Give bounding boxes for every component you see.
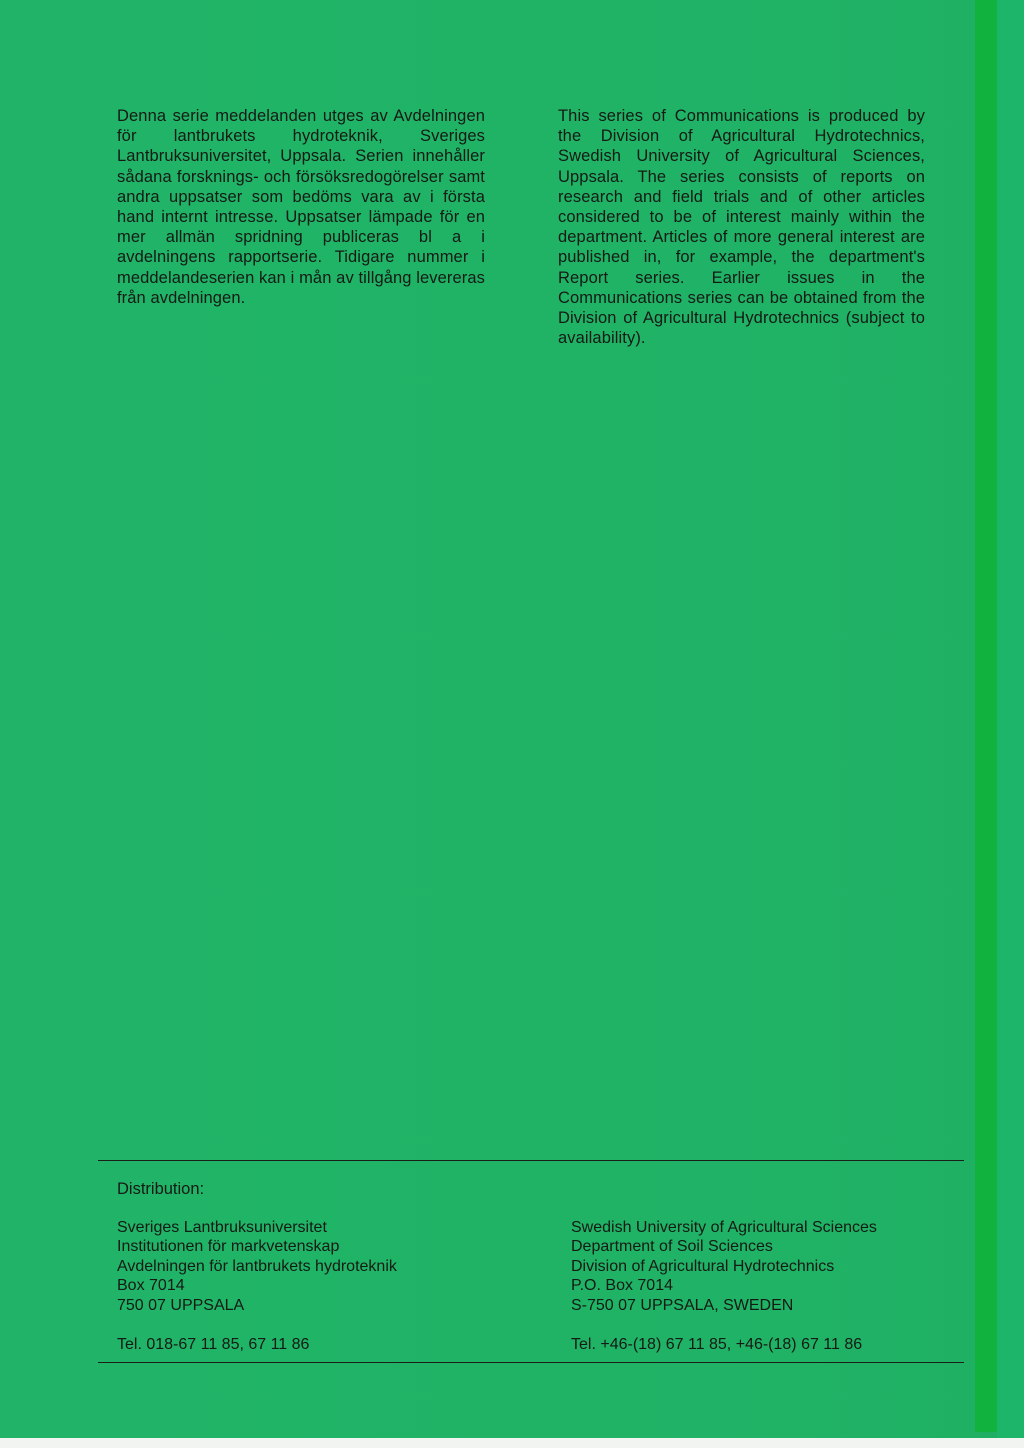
- swedish-telephone: Tel. 018-67 11 85, 67 11 86: [117, 1336, 310, 1353]
- swedish-address: [117, 1218, 397, 1315]
- english-address: [571, 1218, 877, 1315]
- address-line: Swedish University of Agricultural Sciences: [571, 1219, 877, 1236]
- scan-bottom-border: [0, 1438, 1024, 1448]
- address-line: Department of Soil Sciences: [571, 1238, 773, 1256]
- distribution-heading: Distribution:: [117, 1180, 205, 1198]
- address-line: P.O. Box 7014: [571, 1277, 673, 1295]
- intro-swedish: Denna serie meddelanden utges av Avdelningen för lantbrukets hydroteknik, Sveriges Lantbruksuniversitet, Uppsala. Serien innehåller sådana forsknings- och försöksredogörelser samt andra uppsatser som bedöms vara av i första hand internt intresse. Uppsatser lämpade för en mer allmän spridning publiceras bl a i avdelningens rapportserie. Tidigare nummer i meddelandeserien kan i mån av tillgång levereras från avdelningen.: [117, 107, 486, 307]
- address-line: Institutionen för markvetenskap: [117, 1238, 340, 1256]
- distribution-bottom-rule: [98, 1362, 964, 1363]
- address-line: Division of Agricultural Hydrotechnics: [571, 1257, 835, 1275]
- address-line: S-750 07 UPPSALA, SWEDEN: [571, 1296, 794, 1314]
- spine-edge: [997, 0, 1024, 1448]
- address-line: Box 7014: [117, 1277, 185, 1295]
- intro-english: This series of Communications is produced by the Division of Agricultural Hydrotechnics, Swedish University of Agricultural Sciences, Uppsala. The series consists of reports on research and field trials and of other articles considered to be of interest mainly within the department. Articles of more general interest are published in, for example, the department's Report series. Earlier issues in the Communications series can be obtained from the Division of Agricultural Hydrotechnics (subject to availability).: [558, 107, 925, 348]
- english-telephone: Tel. +46-(18) 67 11 85, +46-(18) 67 11 86: [571, 1336, 863, 1353]
- address-line: 750 07 UPPSALA: [117, 1296, 245, 1314]
- spine-stripe: [975, 0, 997, 1432]
- distribution-top-rule: [98, 1160, 964, 1161]
- address-line: Sveriges Lantbruksuniversitet: [117, 1219, 327, 1236]
- address-line: Avdelningen för lantbrukets hydroteknik: [117, 1257, 397, 1275]
